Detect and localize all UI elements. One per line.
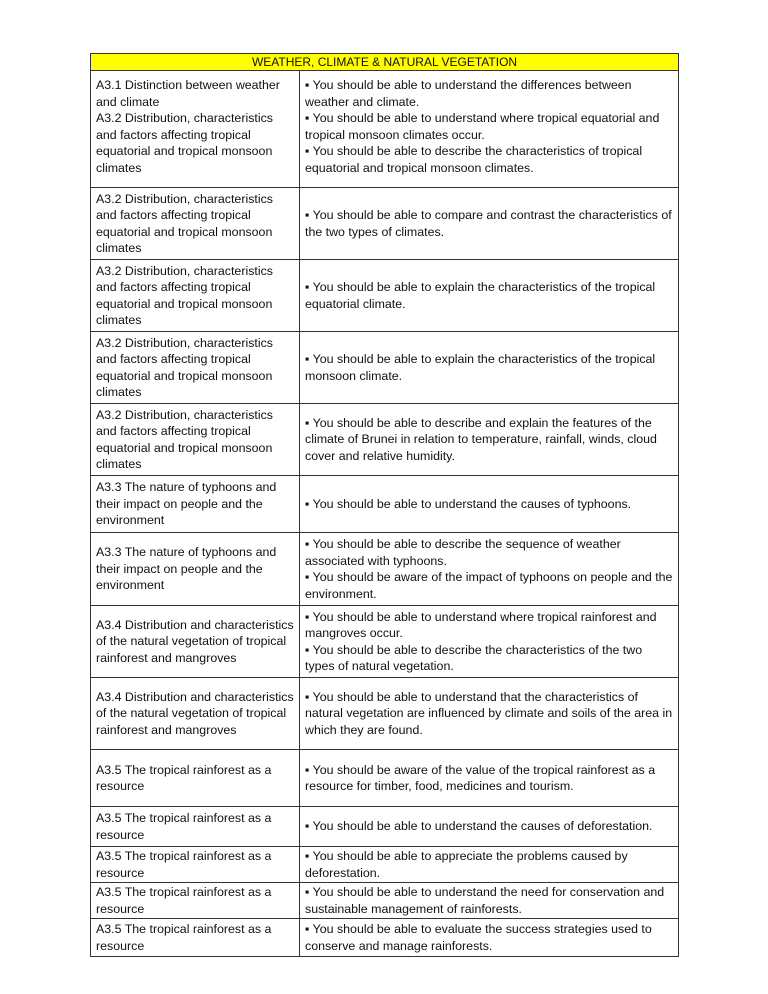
outcome-text: ▪ You should be aware of the value of the tropical rainforest as a resource for timber, food, medicines and tourism. <box>305 762 656 793</box>
topic-cell <box>91 807 300 847</box>
table-row <box>91 847 679 883</box>
topic-cell <box>91 476 300 533</box>
table-row <box>91 260 679 332</box>
topic-cell <box>91 533 300 606</box>
outcome-text: ▪ You should be able to describe the characteristics of tropical equatorial and tropical monsoon climates. <box>305 144 643 175</box>
outcome-text: ▪ You should be able to understand where tropical equatorial and tropical monsoon climates occur. <box>305 111 660 142</box>
topic-text: A3.3 The nature of typhoons and their impact on people and the environment <box>96 545 277 593</box>
outcome-text: ▪ You should be able to describe the characteristics of the two types of natural vegetation. <box>305 642 643 673</box>
topic-text: A3.2 Distribution, characteristics and factors affecting tropical equatorial and tropical monsoon climates <box>96 263 273 327</box>
outcome-cell <box>300 260 679 332</box>
topic-cell <box>91 847 300 883</box>
topic-text: A3.2 Distribution, characteristics and factors affecting tropical equatorial and tropical monsoon climates <box>96 407 273 471</box>
outcome-text: ▪ You should be able to explain the characteristics of the tropical equatorial climate. <box>305 280 656 311</box>
table-row <box>91 188 679 260</box>
table-row <box>91 606 679 678</box>
table-row <box>91 807 679 847</box>
topic-text: A3.2 Distribution, characteristics and factors affecting tropical equatorial and tropical monsoon climates <box>96 111 273 175</box>
table-row <box>91 71 679 188</box>
topic-text: A3.4 Distribution and characteristics of the natural vegetation of tropical rainforest and mangroves <box>96 689 294 737</box>
topic-cell <box>91 919 300 957</box>
topic-cell <box>91 883 300 919</box>
table-row <box>91 750 679 807</box>
table-row <box>91 919 679 957</box>
topic-cell <box>91 606 300 678</box>
outcome-text: ▪ You should be able to understand the causes of deforestation. <box>305 819 653 834</box>
outcome-text: ▪ You should be able to understand the causes of typhoons. <box>305 496 632 511</box>
table-row <box>91 533 679 606</box>
outcome-cell <box>300 71 679 188</box>
topic-text: A3.5 The tropical rainforest as a resource <box>96 849 272 880</box>
table-row <box>91 883 679 919</box>
outcome-text: ▪ You should be able to explain the characteristics of the tropical monsoon climate. <box>305 352 656 383</box>
topic-text: A3.2 Distribution, characteristics and factors affecting tropical equatorial and tropical monsoon climates <box>96 191 273 255</box>
outcome-text: ▪ You should be able to understand where tropical rainforest and mangroves occur. <box>305 609 657 640</box>
topic-text: A3.4 Distribution and characteristics of the natural vegetation of tropical rainforest and mangroves <box>96 617 294 665</box>
outcome-text: ▪ You should be able to understand the differences between weather and climate. <box>305 78 632 109</box>
outcome-text: ▪ You should be able to understand the need for conservation and sustainable management of rainforests. <box>305 885 665 916</box>
topic-text: A3.5 The tropical rainforest as a resource <box>96 762 272 793</box>
outcome-text: ▪ You should be able to evaluate the success strategies used to conserve and manage rainforests. <box>305 922 652 953</box>
outcome-cell <box>300 847 679 883</box>
outcome-cell <box>300 404 679 476</box>
topic-text: A3.5 The tropical rainforest as a resource <box>96 922 272 953</box>
outcome-cell <box>300 807 679 847</box>
outcome-cell <box>300 678 679 750</box>
outcome-cell <box>300 533 679 606</box>
outcome-cell <box>300 750 679 807</box>
outcome-text: ▪ You should be able to describe the sequence of weather associated with typhoons. <box>305 537 621 568</box>
topic-text: A3.1 Distinction between weather and climate <box>96 78 280 109</box>
topic-cell <box>91 71 300 188</box>
outcome-cell <box>300 476 679 533</box>
outcome-text: ▪ You should be aware of the impact of typhoons on people and the environment. <box>305 570 673 601</box>
table-row <box>91 332 679 404</box>
syllabus-table <box>90 53 679 957</box>
outcome-cell <box>300 919 679 957</box>
outcome-cell <box>300 883 679 919</box>
outcome-text: ▪ You should be able to compare and contrast the characteristics of the two types of climates. <box>305 208 672 239</box>
table-row <box>91 404 679 476</box>
outcome-text: ▪ You should be able to describe and explain the features of the climate of Brunei in relation to temperature, rainfall, winds, cloud cover and relative humidity. <box>305 415 657 463</box>
outcome-text: ▪ You should be able to appreciate the problems caused by deforestation. <box>305 849 628 880</box>
topic-cell <box>91 750 300 807</box>
topic-text: A3.2 Distribution, characteristics and factors affecting tropical equatorial and tropical monsoon climates <box>96 335 273 399</box>
topic-cell <box>91 332 300 404</box>
topic-text: A3.5 The tropical rainforest as a resource <box>96 885 272 916</box>
table-row <box>91 678 679 750</box>
outcome-cell <box>300 606 679 678</box>
table-header-row <box>91 54 679 71</box>
outcome-text: ▪ You should be able to understand that the characteristics of natural vegetation are influenced by climate and soils of the area in which they are found. <box>305 689 673 737</box>
topic-cell <box>91 260 300 332</box>
table-row <box>91 476 679 533</box>
topic-text: A3.3 The nature of typhoons and their impact on people and the environment <box>96 480 277 528</box>
table-title: WEATHER, CLIMATE & NATURAL VEGETATION <box>91 54 679 71</box>
topic-text: A3.5 The tropical rainforest as a resource <box>96 811 272 842</box>
topic-cell <box>91 678 300 750</box>
outcome-cell <box>300 332 679 404</box>
outcome-cell <box>300 188 679 260</box>
topic-cell <box>91 188 300 260</box>
topic-cell <box>91 404 300 476</box>
